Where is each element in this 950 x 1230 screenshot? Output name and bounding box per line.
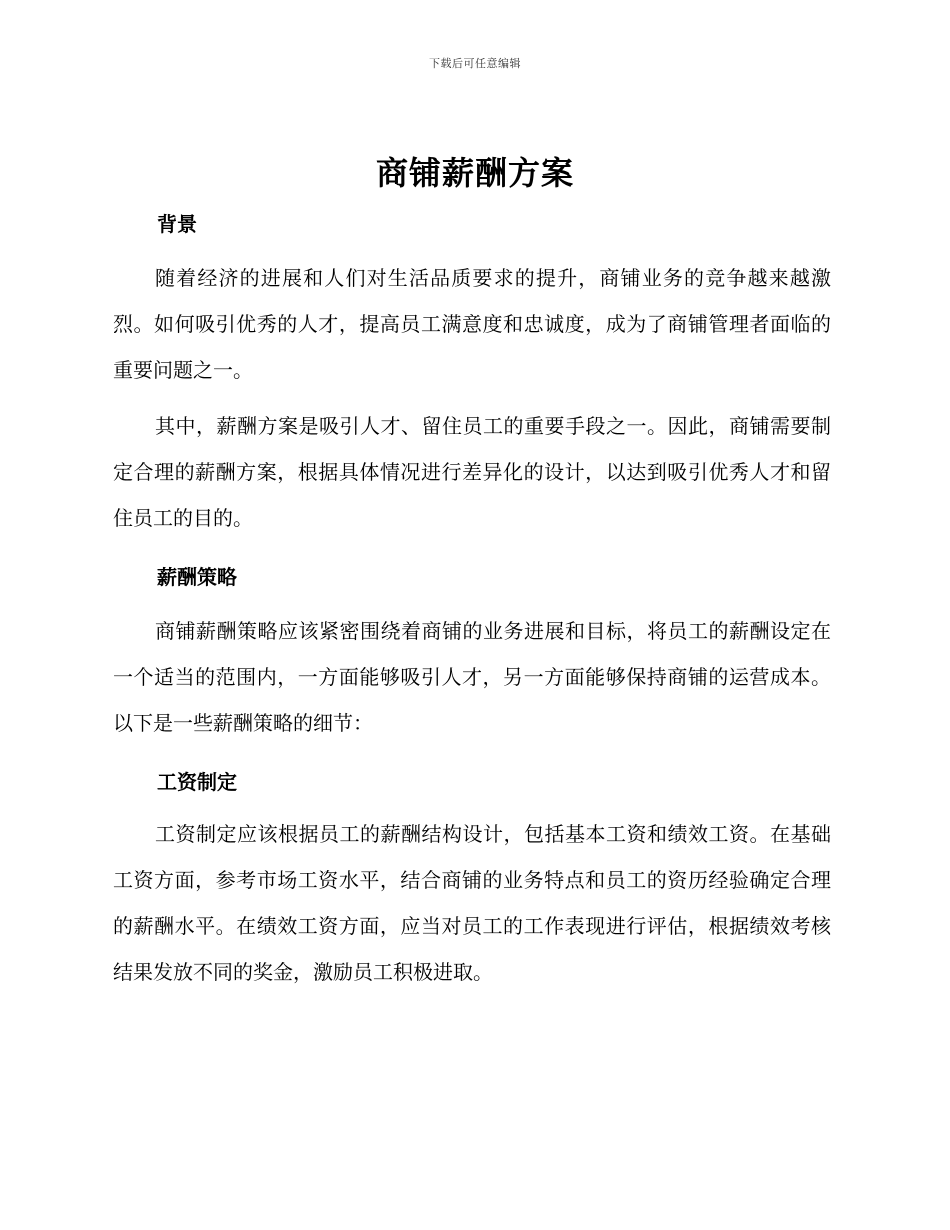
document-title: 商铺薪酬方案 — [375, 154, 574, 192]
paragraph-background-1: 随着经济的进展和人们对生活品质要求的提升，商铺业务的竞争越来越激烈。如何吸引优秀的人才，提高员工满意度和忠诚度，成为了商铺管理者面临的重要问题之一。 — [113, 266, 831, 382]
paragraph-wage-setting-1: 工资制定应该根据员工的薪酬结构设计，包括基本工资和绩效工资。在基础工资方面，参考市场工资水平，结合商铺的业务特点和员工的资历经验确定合理的薪酬水平。在绩效工资方面，应当对员工的工作表现进行评估，根据绩效考核结果发放不同的奖金，激励员工积极进取。 — [113, 822, 831, 984]
section-heading-wage-setting: 工资制定 — [157, 770, 237, 794]
section-heading-salary-strategy: 薪酬策略 — [157, 565, 237, 589]
header-note: 下载后可任意编辑 — [429, 57, 521, 70]
section-heading-background: 背景 — [157, 212, 197, 236]
paragraph-salary-strategy-1: 商铺薪酬策略应该紧密围绕着商铺的业务进展和目标，将员工的薪酬设定在一个适当的范围内，一方面能够吸引人才，另一方面能够保持商铺的运营成本。以下是一些薪酬策略的细节： — [113, 619, 831, 735]
paragraph-background-2: 其中，薪酬方案是吸引人才、留住员工的重要手段之一。因此，商铺需要制定合理的薪酬方案，根据具体情况进行差异化的设计，以达到吸引优秀人才和留住员工的目的。 — [113, 414, 831, 530]
